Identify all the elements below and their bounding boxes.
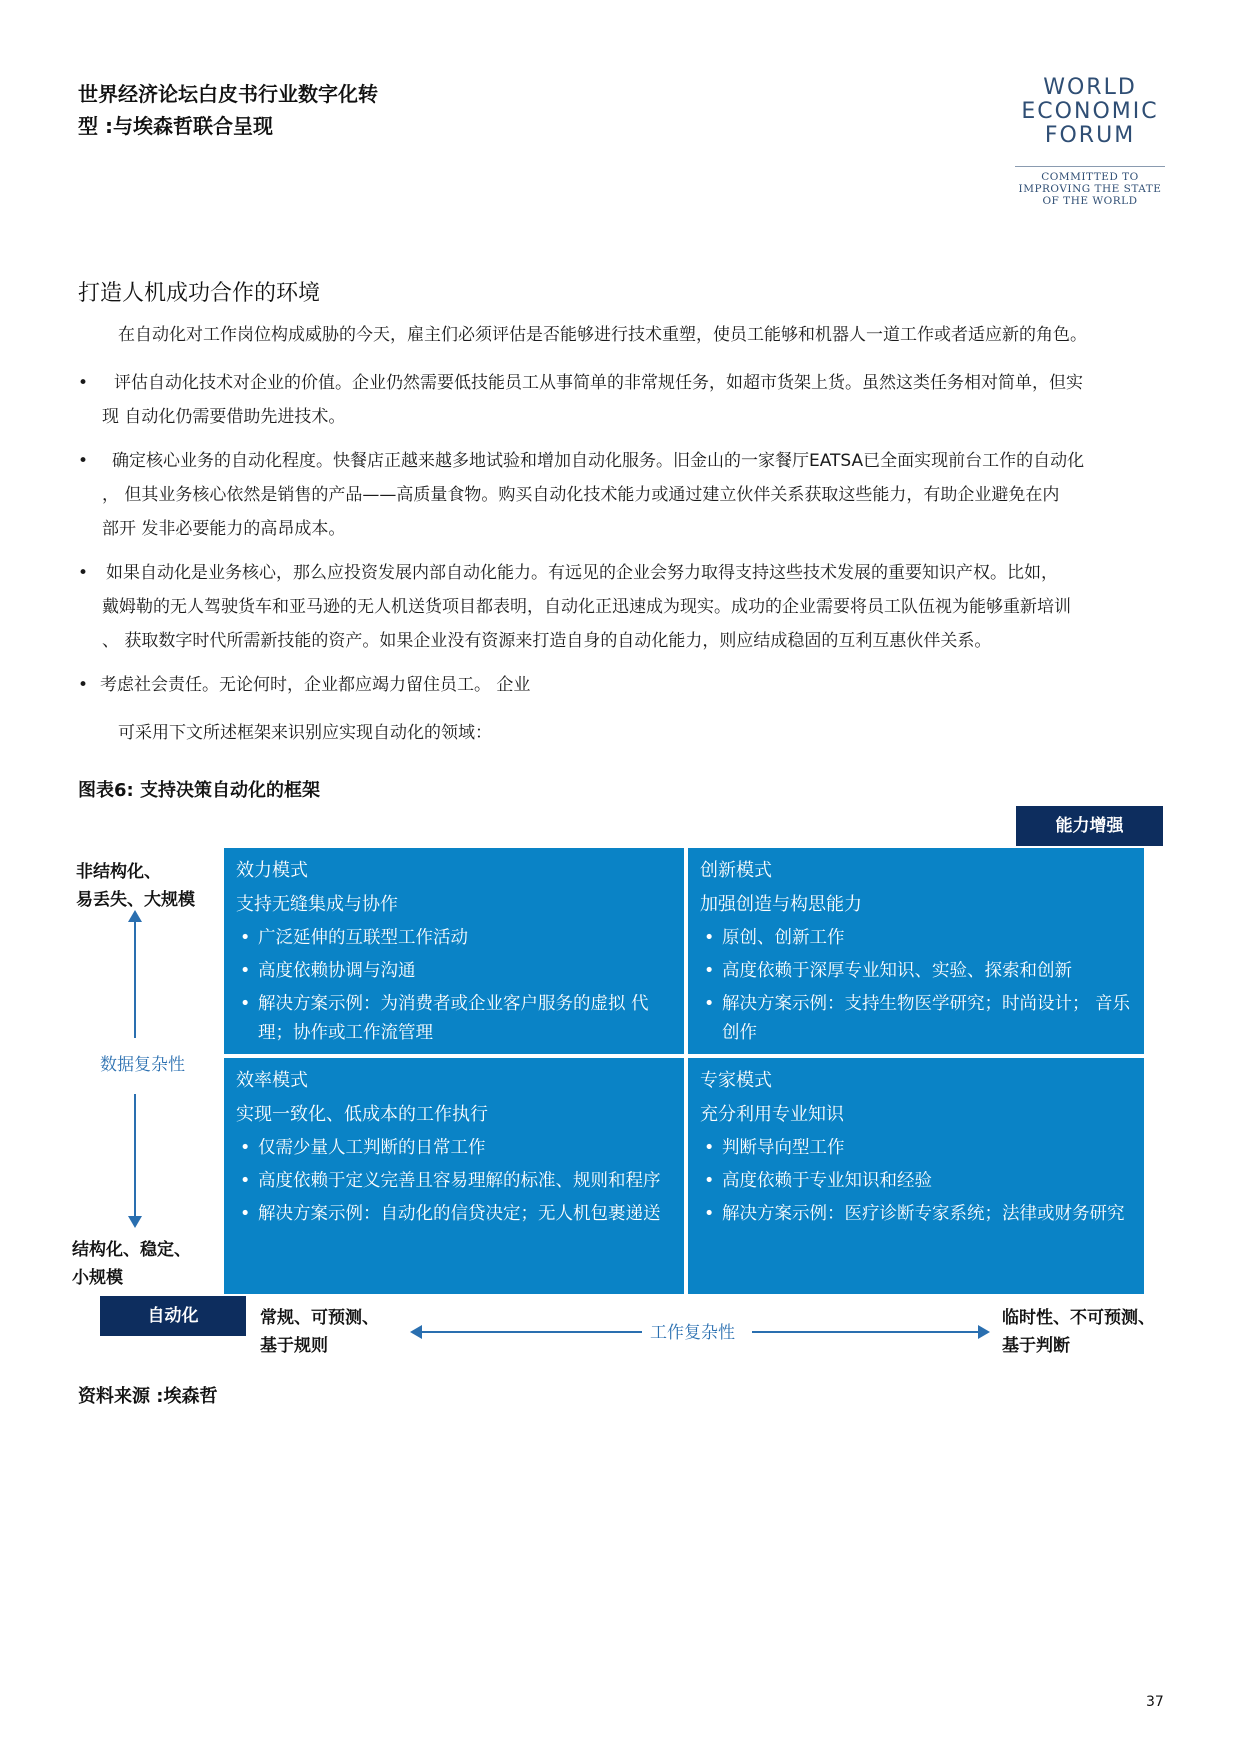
bullet-line: 评估自动化技术对企业的价值。企业仍然需要低技能员工从事简单的非常规任务，如超市货架上货。虽然这类任务相对简单，但实 [114,373,1083,393]
quadrant-title: 效率模式 [236,1070,308,1091]
page-number: 37 [1146,1694,1164,1710]
quadrant-item: • 解决方案示例：支持生物医学研究；时尚设计； 音乐创作 [700,990,1132,1048]
quadrant-subtitle: 实现一致化、低成本的工作执行 [236,1104,488,1125]
quadrant-item: • 解决方案示例：为消费者或企业客户服务的虚拟 代理；协作或工作流管理 [236,990,672,1048]
bullet-item-2 [78,444,1178,546]
bullet-dot: • [78,451,89,471]
x-axis-left-label [260,1304,379,1360]
bullet-item-3 [78,556,1178,658]
figure-title: 图表6: 支持决策自动化的框架 [78,780,320,801]
x-axis-label: 工作复杂性 [650,1323,735,1343]
y-axis-bottom-label [72,1236,191,1292]
bullet-line: 、 获取数字时代所需新技能的资产。如果企业没有资源来打造自身的自动化能力，则应结成稳固的互利互惠伙伴关系。 [102,631,992,651]
quadrant-effectiveness [224,848,684,1054]
quadrant-subtitle: 充分利用专业知识 [700,1104,844,1125]
quadrant-subtitle: 支持无缝集成与协作 [236,894,398,915]
x-axis-right-label [1002,1304,1155,1360]
logo-tagline-3: OF THE WORLD [1042,195,1138,207]
logo-divider [1015,166,1165,167]
x-left-line-2: 基于规则 [260,1336,328,1356]
quadrant-item: • 高度依赖于深厚专业知识、实验、探索和创新 [700,957,1132,986]
bullet-dot: • [78,675,89,695]
header-line-1: 世界经济论坛白皮书行业数字化转 [78,82,378,106]
quadrant-title: 专家模式 [700,1070,772,1091]
bullet-item-4 [78,668,1178,702]
x-left-line-1: 常规、可预测、 [260,1308,379,1328]
closing-paragraph: 可采用下文所述框架来识别应实现自动化的领域： [118,723,492,743]
quadrant-item: • 高度依赖于专业知识和经验 [700,1167,1132,1196]
quadrant-efficiency [224,1058,684,1294]
quadrant-item: • 高度依赖协调与沟通 [236,957,672,986]
bullet-line: 确定核心业务的自动化程度。快餐店正越来越多地试验和增加自动化服务。旧金山的一家餐厅EATSA已全面实现前台工作的自动化 [112,451,1085,471]
bullet-line: 如果自动化是业务核心，那么应投资发展内部自动化能力。有远见的企业会努力取得支持这些技术发展的重要知识产权。比如， [106,563,1058,583]
bullet-dot: • [78,373,89,393]
intro-paragraph: 在自动化对工作岗位构成威胁的今天，雇主们必须评估是否能够进行技术重塑，使员工能够和机器人一道工作或者适应新的角色。 [118,325,1087,345]
quadrant-item: • 解决方案示例：医疗诊断专家系统；法律或财务研究 [700,1200,1132,1229]
quadrant-innovation [688,848,1144,1054]
quadrant-title: 效力模式 [236,860,308,881]
automation-tab: 自动化 [100,1296,246,1336]
logo-line-1: WORLD [1043,75,1137,100]
logo-line-3: FORUM [1044,123,1136,148]
logo-line-2: ECONOMIC [1021,99,1159,124]
y-top-line-1: 非结构化、 [76,862,161,882]
bullet-dot: • [78,563,89,583]
logo-tagline-1: COMMITTED TO [1041,171,1139,183]
quadrant-item: • 判断导向型工作 [700,1134,1132,1163]
quadrant-subtitle: 加强创造与构思能力 [700,894,862,915]
quadrant-expert [688,1058,1144,1294]
header-line-2: 型 :与埃森哲联合呈现 [78,114,273,138]
bullet-line: ， 但其业务核心依然是销售的产品——高质量食物。购买自动化技术能力或通过建立伙伴关系获取这些能力，有助企业避免在内 [102,485,1060,505]
quadrant-item: • 高度依赖于定义完善且容易理解的标准、规则和程序 [236,1167,672,1196]
quadrant-item: • 原创、创新工作 [700,924,1132,953]
bullet-line: 现 自动化仍需要借助先进技术。 [102,407,346,427]
quadrant-title: 创新模式 [700,860,772,881]
x-right-line-2: 基于判断 [1002,1336,1070,1356]
quadrant-item: • 广泛延伸的互联型工作活动 [236,924,672,953]
quadrant-item: • 解决方案示例：自动化的信贷决定；无人机包裹递送 [236,1200,672,1229]
logo-tagline-2: IMPROVING THE STATE [1018,183,1162,195]
y-top-line-2: 易丢失、大规模 [76,890,195,910]
y-bottom-line-1: 结构化、稳定、 [72,1240,191,1260]
bullet-line: 部开 发非必要能力的高昂成本。 [102,519,346,539]
y-axis-top-label [76,858,195,914]
capability-enhancement-tab: 能力增强 [1016,806,1163,846]
section-title: 打造人机成功合作的环境 [78,281,321,306]
wef-logo [1015,76,1165,207]
y-bottom-line-2: 小规模 [72,1268,123,1288]
bullet-item-1 [78,366,1178,434]
quadrant-item: • 仅需少量人工判断的日常工作 [236,1134,672,1163]
x-right-line-1: 临时性、不可预测、 [1002,1308,1155,1328]
document-header [78,78,378,142]
bullet-line: 戴姆勒的无人驾驶货车和亚马逊的无人机送货项目都表明，自动化正迅速成为现实。成功的企业需要将员工队伍视为能够重新培训 [102,597,1071,617]
bullet-line: 考虑社会责任。无论何时，企业都应竭力留住员工。 企业 [100,675,531,695]
source-note: 资料来源 :埃森哲 [78,1386,218,1407]
y-axis-label: 数据复杂性 [100,1055,185,1075]
